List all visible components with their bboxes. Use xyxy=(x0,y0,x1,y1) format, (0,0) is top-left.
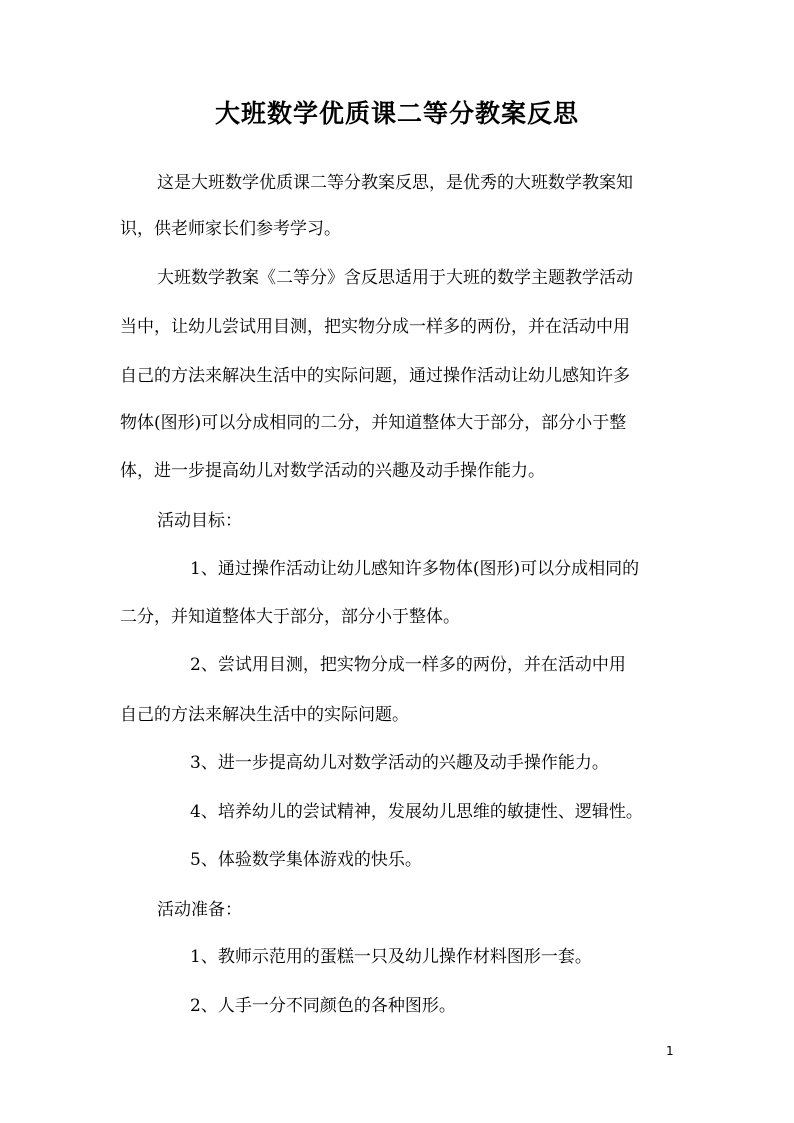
list-item: 5、体验数学集体游戏的快乐。 xyxy=(190,850,422,870)
paragraph-line: 当中，让幼儿尝试用目测，把实物分成一样多的两份，并在活动中用 xyxy=(120,317,630,337)
paragraph-line: 自己的方法来解决生活中的实际问题，通过操作活动让幼儿感知许多 xyxy=(120,366,630,386)
paragraph-line: 大班数学教案《二等分》含反思适用于大班的数学主题教学活动 xyxy=(157,268,633,288)
section-heading-preparation: 活动准备： xyxy=(157,900,242,920)
paragraph-line: 体，进一步提高幼儿对数学活动的兴趣及动手操作能力。 xyxy=(120,461,545,481)
list-item-continuation: 自己的方法来解决生活中的实际问题。 xyxy=(120,705,409,725)
list-item: 2、人手一分不同颜色的各种图形。 xyxy=(190,996,456,1016)
section-heading-goals: 活动目标： xyxy=(157,511,242,531)
list-item: 1、通过操作活动让幼儿感知许多物体(图形)可以分成相同的 xyxy=(190,559,640,579)
list-item: 3、进一步提高幼儿对数学活动的兴趣及动手操作能力。 xyxy=(190,753,609,773)
paragraph-line: 物体(图形)可以分成相同的二分，并知道整体大于部分，部分小于整 xyxy=(120,413,627,433)
paragraph-line: 识，供老师家长们参考学习。 xyxy=(120,219,341,239)
list-item: 4、培养幼儿的尝试精神，发展幼儿思维的敏捷性、逻辑性。 xyxy=(190,802,643,822)
page-number: 1 xyxy=(666,1044,674,1058)
document-title: 大班数学优质课二等分教案反思 xyxy=(214,99,579,128)
paragraph-line: 这是大班数学优质课二等分教案反思，是优秀的大班数学教案知 xyxy=(157,173,633,193)
list-item: 1、教师示范用的蛋糕一只及幼儿操作材料图形一套。 xyxy=(190,947,592,967)
list-item: 2、尝试用目测，把实物分成一样多的两份，并在活动中用 xyxy=(190,655,626,675)
list-item-continuation: 二分，并知道整体大于部分，部分小于整体。 xyxy=(120,607,460,627)
